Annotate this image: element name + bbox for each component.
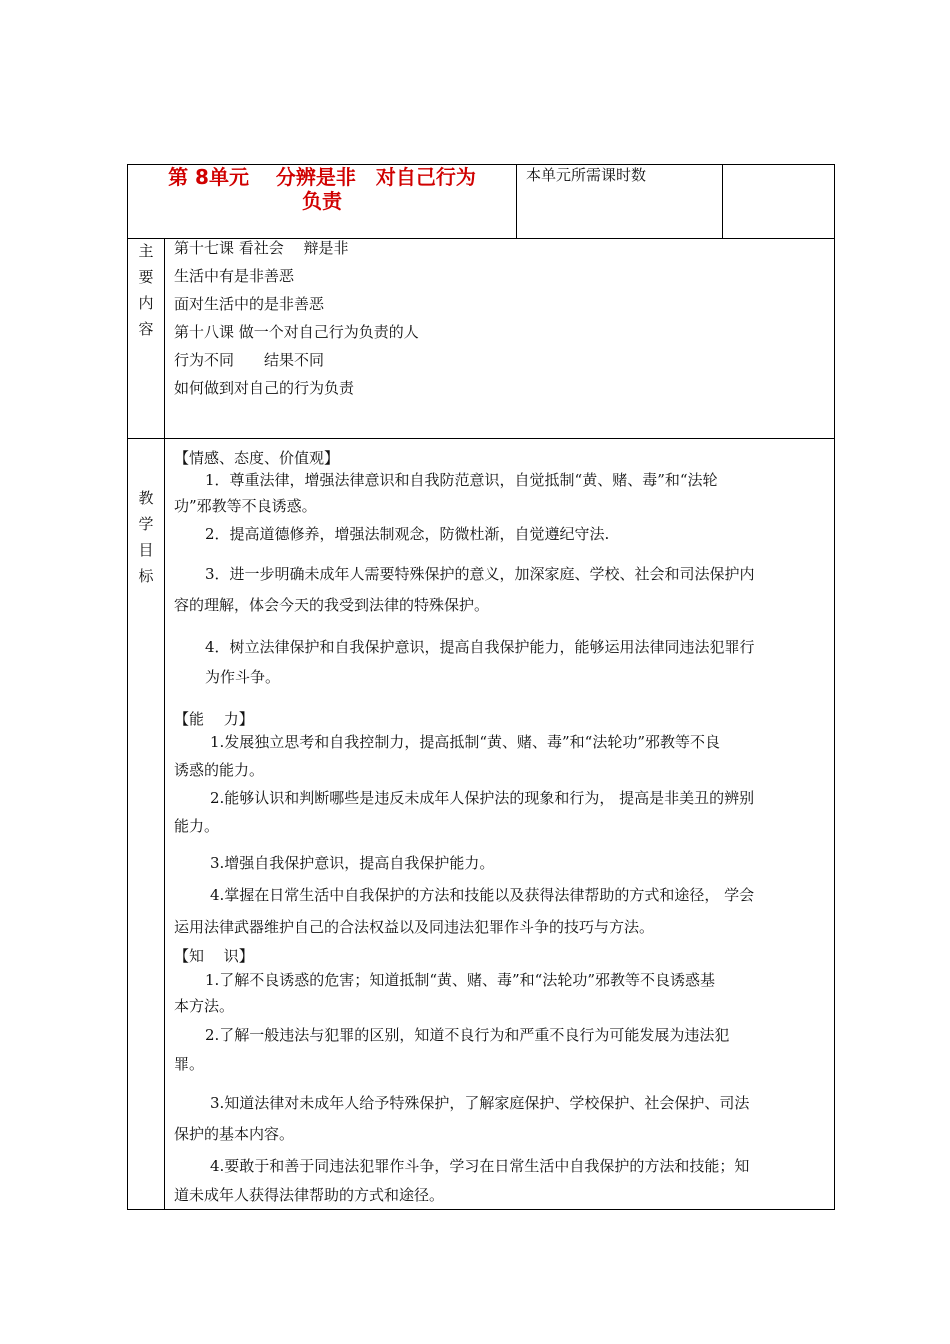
content-line: 如何做到对自己的行为负责: [174, 379, 355, 397]
objective-line: 诱惑的能力。: [174, 761, 265, 779]
objective-line: 道未成年人获得法律帮助的方式和途径。: [174, 1186, 445, 1204]
label-char: 要: [138, 268, 154, 286]
objective-line: 3.知道法律对未成年人给予特殊保护，了解家庭保护、学校保护、社会保护、司法: [210, 1094, 750, 1112]
table-divider-hours: [722, 164, 723, 239]
label-char: 主: [138, 242, 154, 260]
objective-line: 1.发展独立思考和自我控制力，提高抵制“黄、赌、毒”和“法轮功”邪教等不良: [210, 733, 720, 751]
content-line: 第十八课 做一个对自己行为负责的人: [174, 323, 419, 341]
unit-title-line-1: 第 8单元 分辨是非 对自己行为: [168, 165, 476, 189]
objective-line: 能力。: [174, 817, 220, 835]
objective-line: 2．提高道德修养，增强法制观念，防微杜渐，自觉遵纪守法.: [205, 525, 610, 543]
label-char: 教: [138, 489, 154, 507]
label-char: 目: [138, 541, 154, 559]
table-border-content-bottom: [127, 438, 835, 439]
main-content-label: [128, 238, 164, 342]
objective-line: 运用法律武器维护自己的合法权益以及同违法犯罪作斗争的技巧与方法。: [174, 918, 655, 936]
unit-title-line-2: 负责: [302, 189, 342, 213]
objectives-label: [128, 485, 164, 589]
label-char: 学: [138, 515, 154, 533]
objective-line: 2.能够认识和判断哪些是违反未成年人保护法的现象和行为， 提高是非美丑的辨别: [210, 789, 755, 807]
objective-line: 1．尊重法律，增强法律意识和自我防范意识，自觉抵制“黄、赌、毒”和“法轮: [205, 471, 718, 489]
table-border-bottom: [127, 1209, 835, 1210]
table-border-right: [834, 164, 835, 1210]
objective-line: 3．进一步明确未成年人需要特殊保护的意义，加深家庭、学校、社会和司法保护内: [205, 565, 755, 583]
label-char: 容: [138, 320, 154, 338]
objective-line: 罪。: [174, 1055, 205, 1073]
hours-label: 本单元所需课时数: [526, 166, 647, 184]
content-line: 面对生活中的是非善恶: [174, 295, 325, 313]
section-heading-knowledge: 【知 识】: [174, 947, 254, 965]
objective-line: 2.了解一般违法与犯罪的区别，知道不良行为和严重不良行为可能发展为违法犯: [205, 1026, 730, 1044]
section-heading-emotion: 【情感、态度、价值观】: [174, 449, 340, 467]
objective-line: 1.了解不良诱惑的危害；知道抵制“黄、赌、毒”和“法轮功”邪教等不良诱惑基: [205, 971, 715, 989]
content-line: 第十七课 看社会 辩是非: [174, 239, 349, 257]
objective-line: 4.要敢于和善于同违法犯罪作斗争，学习在日常生活中自我保护的方法和技能；知: [210, 1157, 750, 1175]
objective-line: 为作斗争。: [205, 668, 281, 686]
content-line: 生活中有是非善恶: [174, 267, 295, 285]
label-char: 标: [138, 567, 154, 585]
objective-line: 4.掌握在日常生活中自我保护的方法和技能以及获得法律帮助的方式和途径， 学会: [210, 886, 755, 904]
content-line: 行为不同 结果不同: [174, 351, 325, 369]
objective-line: 容的理解，体会今天的我受到法律的特殊保护。: [174, 596, 490, 614]
objective-line: 保护的基本内容。: [174, 1125, 295, 1143]
table-divider-label-column: [164, 238, 165, 1210]
unit-title: [128, 165, 516, 213]
objective-line: 功”邪教等不良诱惑。: [174, 497, 317, 515]
objective-line: 3.增强自我保护意识，提高自我保护能力。: [210, 854, 495, 872]
label-char: 内: [138, 294, 154, 312]
section-heading-ability: 【能 力】: [174, 710, 254, 728]
objective-line: 4．树立法律保护和自我保护意识，提高自我保护能力，能够运用法律同违法犯罪行: [205, 638, 755, 656]
objective-line: 本方法。: [174, 997, 235, 1015]
table-divider-title: [516, 164, 517, 239]
